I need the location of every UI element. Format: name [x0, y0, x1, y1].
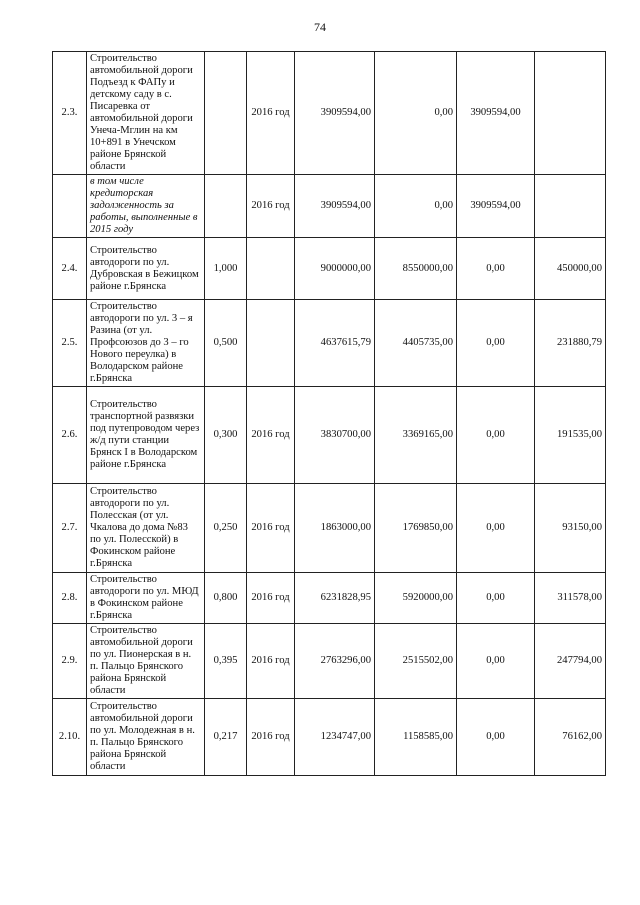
local-amount: 247794,00: [535, 624, 606, 699]
federal-amount: 8550000,00: [375, 238, 457, 300]
regional-amount: 0,00: [457, 699, 535, 776]
row-number: 2.3.: [53, 52, 87, 175]
length-km: 0,300: [205, 387, 247, 484]
regional-amount: 0,00: [457, 573, 535, 624]
length-km: 0,500: [205, 300, 247, 387]
total-amount: 2763296,00: [295, 624, 375, 699]
table-row: [53, 573, 606, 624]
federal-amount: 1158585,00: [375, 699, 457, 776]
row-number: 2.8.: [53, 573, 87, 624]
federal-amount: 5920000,00: [375, 573, 457, 624]
table-row: [53, 175, 606, 238]
object-description: Строительство автодороги по ул. Дубровская в Бежицком районе г.Брянска: [87, 238, 205, 300]
period-year: 2016 год: [247, 624, 295, 699]
length-km: 0,217: [205, 699, 247, 776]
regional-amount: 0,00: [457, 238, 535, 300]
regional-amount: 0,00: [457, 387, 535, 484]
table-row: [53, 387, 606, 484]
length-km: 0,800: [205, 573, 247, 624]
object-description: Строительство автодороги по ул. МЮД в Фокинском районе г.Брянска: [87, 573, 205, 624]
period-year: 2016 год: [247, 484, 295, 573]
period-year: [247, 238, 295, 300]
length-km: 0,395: [205, 624, 247, 699]
object-description: Строительство автодороги по ул. 3 – я Разина (от ул. Профсоюзов до 3 – го Нового переулка) в Володарском районе г.Брянска: [87, 300, 205, 387]
federal-amount: 0,00: [375, 175, 457, 238]
total-amount: 6231828,95: [295, 573, 375, 624]
local-amount: 191535,00: [535, 387, 606, 484]
table-row: [53, 300, 606, 387]
total-amount: 1863000,00: [295, 484, 375, 573]
length-km: 1,000: [205, 238, 247, 300]
period-year: 2016 год: [247, 52, 295, 175]
table-row: [53, 699, 606, 776]
regional-amount: 3909594,00: [457, 175, 535, 238]
period-year: 2016 год: [247, 387, 295, 484]
total-amount: 3909594,00: [295, 52, 375, 175]
table-row: [53, 624, 606, 699]
local-amount: 231880,79: [535, 300, 606, 387]
object-description: Строительство транспортной развязки под путепроводом через ж/д пути станции Брянск I в Володарском районе г.Брянска: [87, 387, 205, 484]
table-row: [53, 484, 606, 573]
local-amount: [535, 175, 606, 238]
total-amount: 3909594,00: [295, 175, 375, 238]
local-amount: 311578,00: [535, 573, 606, 624]
object-description: Строительство автомобильной дороги Подъезд к ФАПу и детскому саду в с. Писаревка от автомобильной дороги Унеча-Мглин на км 10+891 в Унечском районе Брянской области: [87, 52, 205, 175]
row-number: [53, 175, 87, 238]
table-body: [53, 52, 606, 776]
local-amount: 450000,00: [535, 238, 606, 300]
row-number: 2.10.: [53, 699, 87, 776]
total-amount: 1234747,00: [295, 699, 375, 776]
period-year: 2016 год: [247, 573, 295, 624]
table-row: [53, 238, 606, 300]
financing-table: [52, 51, 606, 776]
object-description: в том числе кредиторская задолженность за работы, выполненные в 2015 году: [87, 175, 205, 238]
local-amount: [535, 52, 606, 175]
local-amount: 93150,00: [535, 484, 606, 573]
regional-amount: 0,00: [457, 624, 535, 699]
length-km: [205, 175, 247, 238]
row-number: 2.9.: [53, 624, 87, 699]
period-year: 2016 год: [247, 699, 295, 776]
local-amount: 76162,00: [535, 699, 606, 776]
total-amount: 3830700,00: [295, 387, 375, 484]
object-description: Строительство автодороги по ул. Полесская (от ул. Чкалова до дома №83 по ул. Полесской) в Фокинском районе г.Брянска: [87, 484, 205, 573]
period-year: 2016 год: [247, 175, 295, 238]
regional-amount: 3909594,00: [457, 52, 535, 175]
period-year: [247, 300, 295, 387]
federal-amount: 2515502,00: [375, 624, 457, 699]
length-km: [205, 52, 247, 175]
length-km: 0,250: [205, 484, 247, 573]
regional-amount: 0,00: [457, 300, 535, 387]
federal-amount: 0,00: [375, 52, 457, 175]
page-number: 74: [314, 20, 326, 34]
row-number: 2.5.: [53, 300, 87, 387]
table-row: [53, 52, 606, 175]
federal-amount: 4405735,00: [375, 300, 457, 387]
row-number: 2.4.: [53, 238, 87, 300]
row-number: 2.6.: [53, 387, 87, 484]
total-amount: 4637615,79: [295, 300, 375, 387]
row-number: 2.7.: [53, 484, 87, 573]
regional-amount: 0,00: [457, 484, 535, 573]
object-description: Строительство автомобильной дороги по ул. Пионерская в н. п. Пальцо Брянского района Брянской области: [87, 624, 205, 699]
total-amount: 9000000,00: [295, 238, 375, 300]
federal-amount: 3369165,00: [375, 387, 457, 484]
object-description: Строительство автомобильной дороги по ул. Молодежная в н. п. Пальцо Брянского района Брянской области: [87, 699, 205, 776]
federal-amount: 1769850,00: [375, 484, 457, 573]
